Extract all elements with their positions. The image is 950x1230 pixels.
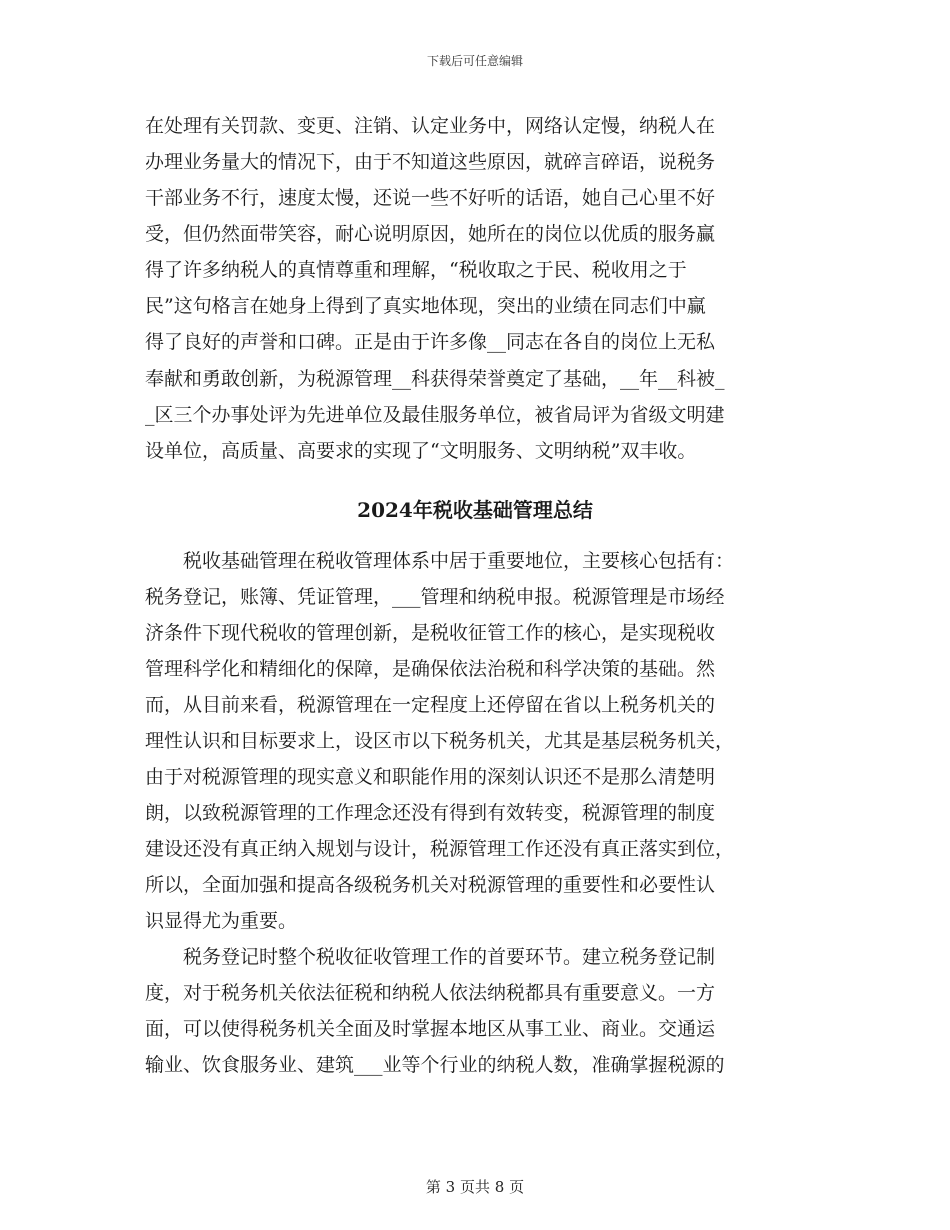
text-line: 识显得尤为重要。 — [145, 910, 298, 932]
text-line: 济条件下现代税收的管理创新，是税收征管工作的核心，是实现税收 — [145, 622, 716, 644]
text-line: 民”这句格言在她身上得到了真实地体现，突出的业绩在同志们中赢 — [145, 295, 706, 317]
text-line: 由于对税源管理的现实意义和职能作用的深刻认识还不是那么清楚明 — [145, 766, 716, 788]
text-line: _区三个办事处评为先进单位及最佳服务单位，被省局评为省级文明建 — [145, 404, 725, 426]
text-line: 在处理有关罚款、变更、注销、认定业务中，网络认定慢，纳税人在 — [145, 115, 716, 137]
text-line: 度，对于税务机关依法征税和纳税人依法纳税都具有重要意义。一方 — [145, 982, 716, 1004]
text-line: 理性认识和目标要求上，设区市以下税务机关，尤其是基层税务机关， — [145, 730, 735, 752]
text-line: 奉献和勇敢创新，为税源管理__科获得荣誉奠定了基础，__年__科被_ — [145, 368, 725, 390]
page-header: 下载后可任意编辑 — [426, 54, 523, 68]
text-line: 得了许多纳税人的真情尊重和理解，“税收取之于民、税收用之于 — [145, 259, 687, 281]
text-line: 朗，以致税源管理的工作理念还没有得到有效转变，税源管理的制度 — [145, 802, 716, 824]
text-line: 管理科学化和精细化的保障，是确保依法治税和科学决策的基础。然 — [145, 658, 716, 680]
text-line: 面，可以使得税务机关全面及时掌握本地区从事工业、商业。交通运 — [145, 1018, 716, 1040]
text-line: 税务登记时整个税收征收管理工作的首要环节。建立税务登记制 — [145, 946, 716, 968]
text-line: 输业、饮食服务业、建筑___业等个行业的纳税人数，准确掌握税源的 — [145, 1054, 725, 1076]
text-line: 建设还没有真正纳入规划与设计，税源管理工作还没有真正落实到位， — [145, 838, 735, 860]
text-line: 办理业务量大的情况下，由于不知道这些原因，就碎言碎语，说税务 — [145, 151, 716, 173]
text-line: 得了良好的声誉和口碑。正是由于许多像__同志在各自的岗位上无私 — [145, 331, 716, 353]
text-line: 税收基础管理在税收管理体系中居于重要地位，主要核心包括有： — [145, 550, 735, 572]
text-line: 设单位，高质量、高要求的实现了“文明服务、文明纳税”双丰收。 — [145, 440, 697, 462]
text-line: 税务登记，账簿、凭证管理，___管理和纳税申报。税源管理是市场经 — [145, 586, 725, 608]
page-number: 第 3 页共 8 页 — [425, 1178, 525, 1196]
text-line: 干部业务不行，速度太慢，还说一些不好听的话语，她自己心里不好 — [145, 187, 716, 209]
section-title: 2024年税收基础管理总结 — [357, 498, 593, 522]
text-line: 所以，全面加强和提高各级税务机关对税源管理的重要性和必要性认 — [145, 874, 716, 896]
text-line: 而，从目前来看，税源管理在一定程度上还停留在省以上税务机关的 — [145, 694, 716, 716]
text-line: 受，但仍然面带笑容，耐心说明原因，她所在的岗位以优质的服务赢 — [145, 223, 716, 245]
